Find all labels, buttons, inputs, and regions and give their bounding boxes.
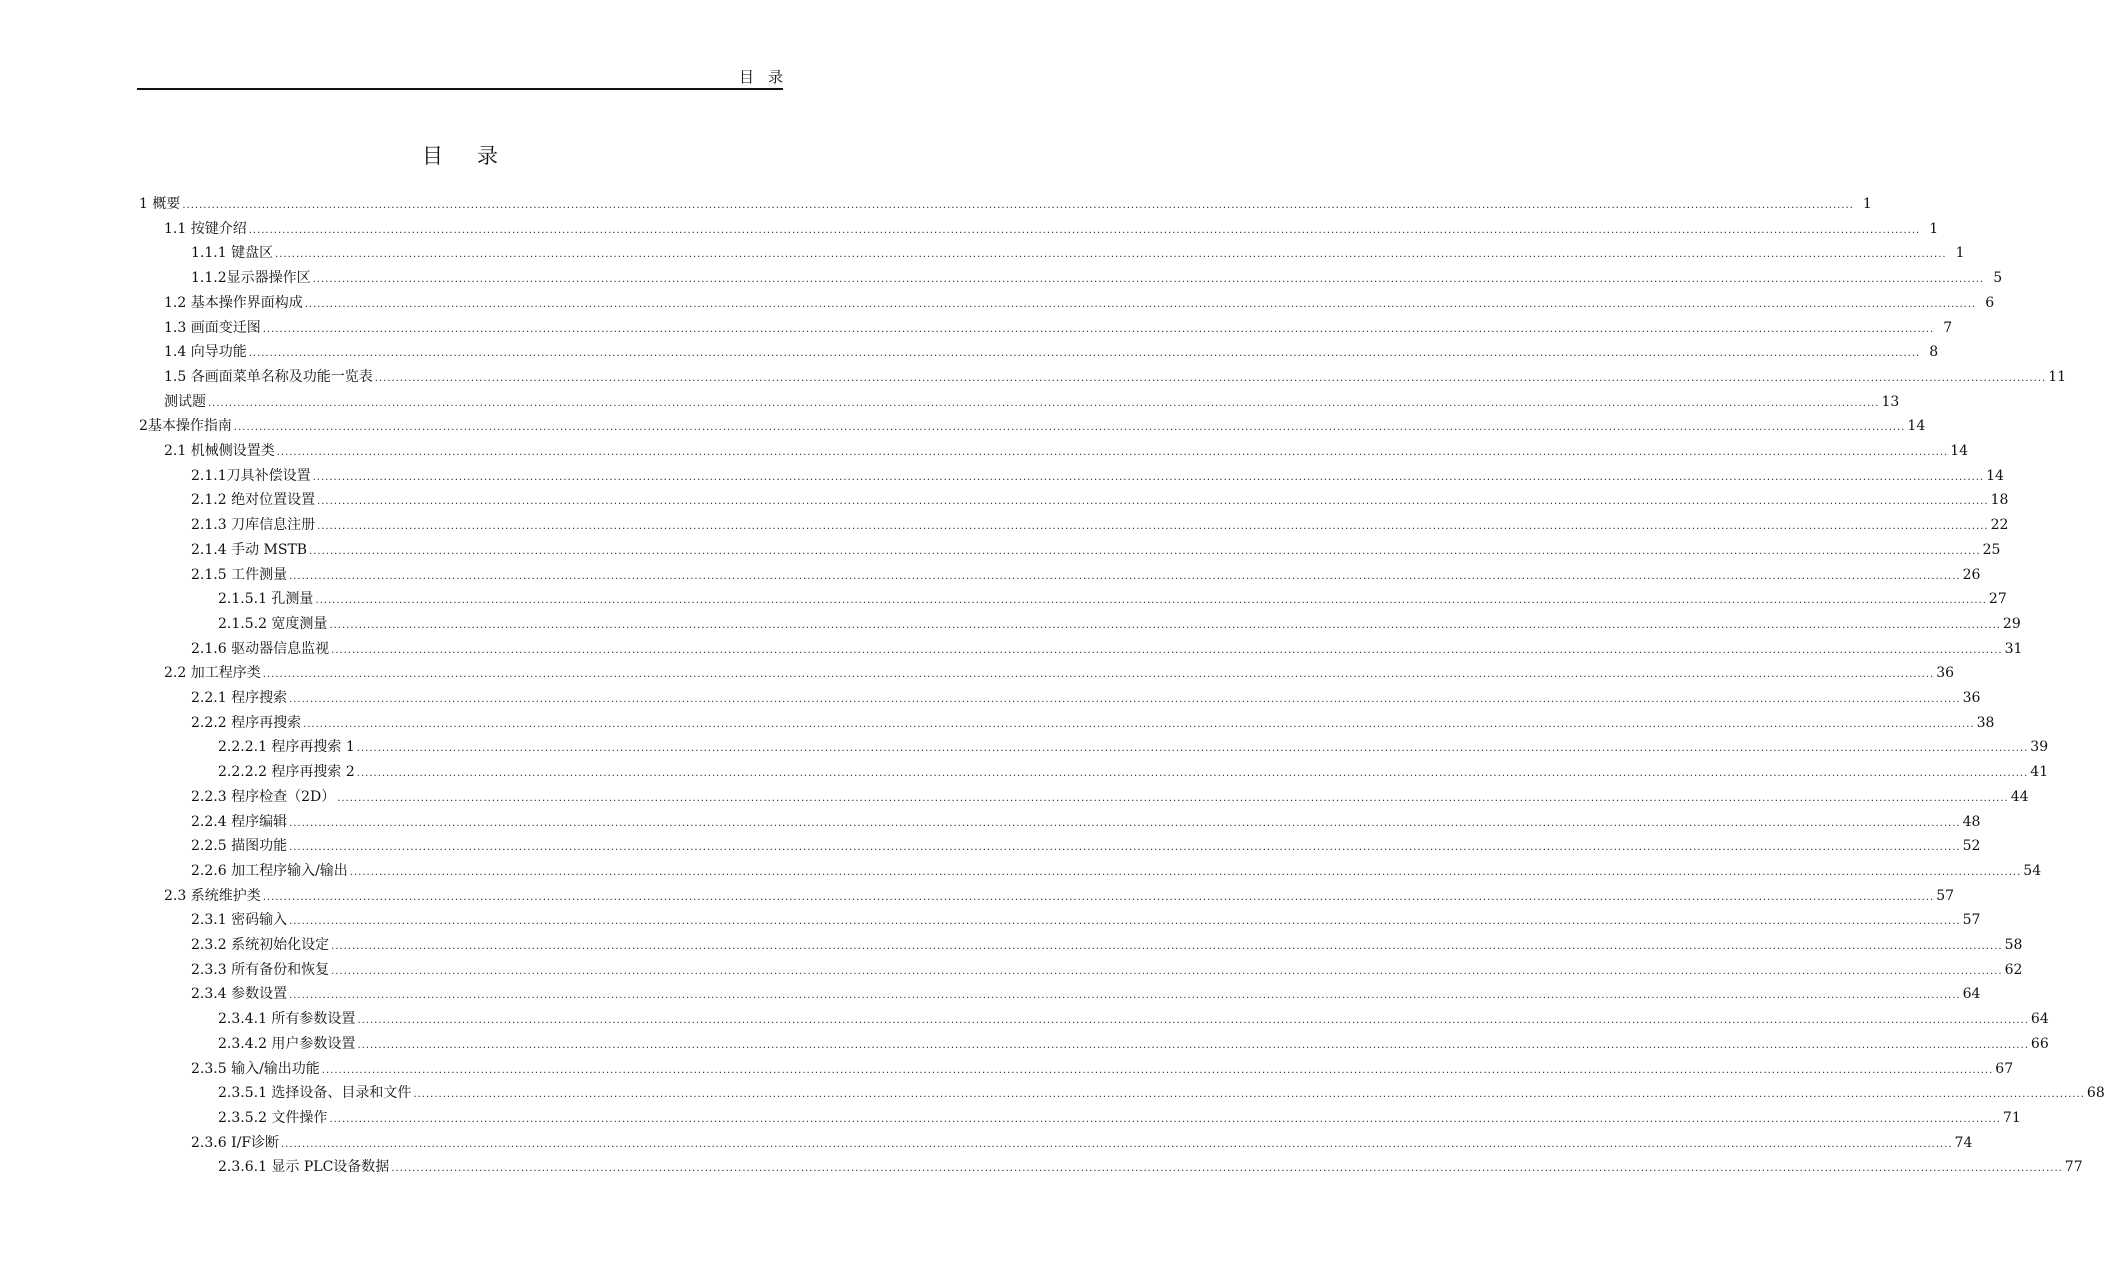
toc-entry[interactable] bbox=[164, 366, 2067, 388]
toc-entry-label: 2.2 加工程序类 bbox=[164, 665, 261, 681]
toc-entry-page-number: 1 bbox=[1955, 245, 1965, 261]
toc-leader-dots: ................................................................................................................................................................................................................................................................................................................................................................................................................ bbox=[262, 892, 1935, 903]
toc-entry-page-number: 77 bbox=[2064, 1159, 2083, 1175]
toc-entry-page-number: 22 bbox=[1990, 517, 2009, 533]
toc-entry[interactable] bbox=[218, 1082, 2105, 1104]
toc-entry-page-number: 14 bbox=[1986, 468, 2004, 484]
toc-entry-label: 1.1 按键介绍 bbox=[164, 221, 247, 237]
toc-entry-label: 测试题 bbox=[164, 394, 206, 410]
toc-entry-page-number: 66 bbox=[2030, 1036, 2049, 1052]
toc-entry-page-number: 31 bbox=[2004, 641, 2023, 657]
toc-entry-label: 2.3.2 系统初始化设定 bbox=[191, 937, 330, 953]
toc-entry-page-number: 14 bbox=[1907, 418, 1926, 434]
toc-entry-label: 2.1.5 工件测量 bbox=[191, 567, 288, 583]
toc-entry-label: 2.3.3 所有备份和恢复 bbox=[191, 962, 330, 978]
toc-leader-dots: ................................................................................................................................................................................................................................................................................................................................................................................................................ bbox=[331, 645, 2003, 656]
toc-leader-dots: ................................................................................................................................................................................................................................................................................................................................................................................................................ bbox=[275, 249, 1947, 260]
header-rule bbox=[137, 88, 783, 90]
toc-entry-page-number: 44 bbox=[2010, 789, 2029, 805]
toc-entry-page-number: 7 bbox=[1943, 320, 1953, 336]
toc-leader-dots: ................................................................................................................................................................................................................................................................................................................................................................................................................ bbox=[289, 842, 1961, 853]
toc-entry-page-number: 74 bbox=[1954, 1135, 1973, 1151]
toc-entry[interactable] bbox=[191, 860, 2042, 882]
toc-entry-label: 2.2.5 描图功能 bbox=[191, 838, 288, 854]
toc-entry[interactable] bbox=[164, 341, 1939, 363]
toc-entry[interactable] bbox=[139, 193, 1872, 215]
toc-entry-page-number: 71 bbox=[2002, 1110, 2021, 1126]
toc-entry[interactable] bbox=[164, 662, 1955, 684]
toc-entry[interactable] bbox=[191, 465, 2004, 487]
toc-entry[interactable] bbox=[218, 588, 2007, 610]
toc-entry-label: 2.1.5.2 宽度测量 bbox=[218, 616, 328, 632]
toc-leader-dots: ................................................................................................................................................................................................................................................................................................................................................................................................................ bbox=[413, 1089, 2085, 1100]
toc-leader-dots: ................................................................................................................................................................................................................................................................................................................................................................................................................ bbox=[289, 818, 1961, 829]
toc-entry-page-number: 18 bbox=[1990, 492, 2009, 508]
toc-entry[interactable] bbox=[191, 712, 1995, 734]
toc-entry-label: 2.3.4 参数设置 bbox=[191, 986, 288, 1002]
running-header bbox=[137, 66, 797, 88]
toc-leader-dots: ................................................................................................................................................................................................................................................................................................................................................................................................................ bbox=[329, 620, 2001, 631]
toc-leader-dots: ................................................................................................................................................................................................................................................................................................................................................................................................................ bbox=[289, 694, 1961, 705]
toc-entry-page-number: 6 bbox=[1985, 295, 1995, 311]
toc-leader-dots: ................................................................................................................................................................................................................................................................................................................................................................................................................ bbox=[233, 422, 1906, 433]
toc-entry-page-number: 13 bbox=[1881, 394, 1900, 410]
toc-entry[interactable] bbox=[139, 415, 1926, 437]
toc-leader-dots: ................................................................................................................................................................................................................................................................................................................................................................................................................ bbox=[321, 1065, 1994, 1076]
toc-entry[interactable] bbox=[191, 638, 2023, 660]
toc-entry-page-number: 26 bbox=[1962, 567, 1981, 583]
toc-leader-dots: ................................................................................................................................................................................................................................................................................................................................................................................................................ bbox=[317, 496, 1989, 507]
toc-leader-dots: ................................................................................................................................................................................................................................................................................................................................................................................................................ bbox=[303, 719, 1975, 730]
toc-entry[interactable] bbox=[218, 736, 2049, 758]
toc-leader-dots: ................................................................................................................................................................................................................................................................................................................................................................................................................ bbox=[289, 990, 1961, 1001]
toc-entry-page-number: 25 bbox=[1982, 542, 2001, 558]
toc-entry-label: 2.2.6 加工程序输入/输出 bbox=[191, 863, 348, 879]
toc-entry[interactable] bbox=[164, 885, 1955, 907]
toc-entry-label: 2.2.4 程序编辑 bbox=[191, 814, 288, 830]
toc-leader-dots: ................................................................................................................................................................................................................................................................................................................................................................................................................ bbox=[312, 472, 1985, 483]
toc-entry-page-number: 57 bbox=[1936, 888, 1955, 904]
toc-leader-dots: ................................................................................................................................................................................................................................................................................................................................................................................................................ bbox=[317, 521, 1989, 532]
toc-entry-label: 2.2.1 程序搜索 bbox=[191, 690, 288, 706]
toc-entry-label: 2.1.1刀具补偿设置 bbox=[191, 468, 311, 484]
toc-leader-dots: ................................................................................................................................................................................................................................................................................................................................................................................................................ bbox=[349, 867, 2022, 878]
toc-leader-dots: ................................................................................................................................................................................................................................................................................................................................................................................................................ bbox=[337, 793, 2009, 804]
toc-entry-page-number: 11 bbox=[2048, 369, 2067, 385]
toc-entry-label: 2.1 机械侧设置类 bbox=[164, 443, 275, 459]
toc-entry-label: 2.1.4 手动 MSTB bbox=[191, 542, 308, 558]
toc-entry-page-number: 8 bbox=[1929, 344, 1939, 360]
toc-entry-page-number: 48 bbox=[1962, 814, 1981, 830]
toc-leader-dots: ................................................................................................................................................................................................................................................................................................................................................................................................................ bbox=[329, 1114, 2001, 1125]
toc-entry[interactable] bbox=[191, 1132, 1973, 1154]
toc-entry[interactable] bbox=[191, 983, 1981, 1005]
toc-entry-page-number: 39 bbox=[2030, 739, 2049, 755]
toc-entry-page-number: 41 bbox=[2030, 764, 2049, 780]
toc-entry-label: 2.1.5.1 孔测量 bbox=[218, 591, 314, 607]
toc-leader-dots: ................................................................................................................................................................................................................................................................................................................................................................................................................ bbox=[374, 373, 2047, 384]
toc-entry-page-number: 58 bbox=[2004, 937, 2023, 953]
toc-leader-dots: ................................................................................................................................................................................................................................................................................................................................................................................................................ bbox=[315, 595, 1987, 606]
toc-entry-page-number: 62 bbox=[2004, 962, 2023, 978]
toc-entry-label: 1.3 画面变迁图 bbox=[164, 320, 261, 336]
toc-leader-dots: ................................................................................................................................................................................................................................................................................................................................................................................................................ bbox=[357, 1040, 2029, 1051]
toc-entry-label: 2.3.1 密码输入 bbox=[191, 912, 288, 928]
toc-entry-label: 1.1.2显示器操作区 bbox=[191, 270, 311, 286]
toc-leader-dots: ................................................................................................................................................................................................................................................................................................................................................................................................................ bbox=[262, 324, 1935, 335]
toc-entry-page-number: 64 bbox=[1962, 986, 1981, 1002]
toc-entry[interactable] bbox=[191, 687, 1981, 709]
running-header-title: 目录 bbox=[738, 68, 797, 86]
toc-leader-dots: ................................................................................................................................................................................................................................................................................................................................................................................................................ bbox=[262, 669, 1935, 680]
toc-entry-label: 2基本操作指南 bbox=[139, 418, 232, 434]
toc-entry[interactable] bbox=[191, 1058, 2014, 1080]
toc-entry[interactable] bbox=[164, 218, 1939, 240]
toc-entry-page-number: 54 bbox=[2023, 863, 2042, 879]
toc-entry-page-number: 1 bbox=[1929, 221, 1939, 237]
toc-leader-dots: ................................................................................................................................................................................................................................................................................................................................................................................................................ bbox=[281, 1139, 1953, 1150]
toc-entry-label: 2.1.6 驱动器信息监视 bbox=[191, 641, 330, 657]
toc-entry[interactable] bbox=[164, 440, 1969, 462]
toc-entry[interactable] bbox=[164, 391, 1900, 413]
toc-entry-label: 2.3.5 输入/输出功能 bbox=[191, 1061, 320, 1077]
toc-leader-dots: ................................................................................................................................................................................................................................................................................................................................................................................................................ bbox=[356, 768, 2029, 779]
toc-entry[interactable] bbox=[191, 564, 1981, 586]
toc-entry[interactable] bbox=[191, 786, 2029, 808]
toc-entry-label: 2.2.3 程序检查（2D） bbox=[191, 789, 336, 805]
toc-entry[interactable] bbox=[218, 1033, 2049, 1055]
toc-entry-page-number: 14 bbox=[1950, 443, 1969, 459]
toc-entry[interactable] bbox=[164, 292, 1995, 314]
toc-leader-dots: ................................................................................................................................................................................................................................................................................................................................................................................................................ bbox=[309, 546, 1981, 557]
toc-entry[interactable] bbox=[191, 514, 2009, 536]
toc-entry-label: 2.3 系统维护类 bbox=[164, 888, 261, 904]
toc-entry-label: 2.2.2 程序再搜索 bbox=[191, 715, 302, 731]
toc-leader-dots: ................................................................................................................................................................................................................................................................................................................................................................................................................ bbox=[312, 274, 1985, 285]
toc-entry-page-number: 36 bbox=[1936, 665, 1955, 681]
toc-entry[interactable] bbox=[191, 539, 2001, 561]
toc-leader-dots: ................................................................................................................................................................................................................................................................................................................................................................................................................ bbox=[356, 743, 2029, 754]
toc-entry-page-number: 29 bbox=[2002, 616, 2021, 632]
toc-entry[interactable] bbox=[164, 317, 1953, 339]
toc-entry-page-number: 64 bbox=[2030, 1011, 2049, 1027]
toc-leader-dots: ................................................................................................................................................................................................................................................................................................................................................................................................................ bbox=[182, 200, 1854, 211]
toc-entry-label: 2.3.4.2 用户参数设置 bbox=[218, 1036, 356, 1052]
toc-entry-label: 1.4 向导功能 bbox=[164, 344, 247, 360]
toc-entry-label: 2.3.5.1 选择设备、目录和文件 bbox=[218, 1085, 412, 1101]
toc-entry-label: 2.3.6.1 显示 PLC设备数据 bbox=[218, 1159, 390, 1175]
toc-entry[interactable] bbox=[191, 934, 2023, 956]
toc-entry[interactable] bbox=[218, 1008, 2049, 1030]
toc-entry-label: 2.1.2 绝对位置设置 bbox=[191, 492, 316, 508]
toc-entry-label: 2.2.2.1 程序再搜索 1 bbox=[218, 739, 355, 755]
toc-entry[interactable] bbox=[191, 835, 1981, 857]
toc-entry-page-number: 38 bbox=[1976, 715, 1995, 731]
toc-entry-label: 2.3.6 I/F诊断 bbox=[191, 1135, 280, 1151]
toc-leader-dots: ................................................................................................................................................................................................................................................................................................................................................................................................................ bbox=[289, 571, 1961, 582]
toc-leader-dots: ................................................................................................................................................................................................................................................................................................................................................................................................................ bbox=[289, 916, 1961, 927]
toc-entry[interactable] bbox=[191, 959, 2023, 981]
toc-entry[interactable] bbox=[218, 761, 2049, 783]
toc-entry-label: 1.5 各画面菜单名称及功能一览表 bbox=[164, 369, 373, 385]
toc-entry-label: 2.2.2.2 程序再搜索 2 bbox=[218, 764, 355, 780]
toc-entry-page-number: 67 bbox=[1995, 1061, 2014, 1077]
toc-leader-dots: ................................................................................................................................................................................................................................................................................................................................................................................................................ bbox=[391, 1163, 2063, 1174]
toc-entry-label: 2.3.5.2 文件操作 bbox=[218, 1110, 328, 1126]
toc-leader-dots: ................................................................................................................................................................................................................................................................................................................................................................................................................ bbox=[208, 398, 1880, 409]
toc-entry-label: 2.3.4.1 所有参数设置 bbox=[218, 1011, 356, 1027]
toc-leader-dots: ................................................................................................................................................................................................................................................................................................................................................................................................................ bbox=[276, 447, 1949, 458]
toc-leader-dots: ................................................................................................................................................................................................................................................................................................................................................................................................................ bbox=[331, 966, 2003, 977]
toc-leader-dots: ................................................................................................................................................................................................................................................................................................................................................................................................................ bbox=[331, 941, 2003, 952]
toc-entry-page-number: 52 bbox=[1962, 838, 1981, 854]
toc-entry-page-number: 68 bbox=[2086, 1085, 2105, 1101]
toc-entry[interactable] bbox=[191, 242, 1965, 264]
toc-entry[interactable] bbox=[191, 909, 1981, 931]
toc-entry-page-number: 1 bbox=[1862, 196, 1872, 212]
toc-entry[interactable] bbox=[191, 489, 2009, 511]
toc-entry[interactable] bbox=[191, 267, 2003, 289]
toc-entry-label: 1.2 基本操作界面构成 bbox=[164, 295, 303, 311]
toc-entry-label: 2.1.3 刀库信息注册 bbox=[191, 517, 316, 533]
toc-entry-label: 1 概要 bbox=[139, 196, 181, 212]
toc-leader-dots: ................................................................................................................................................................................................................................................................................................................................................................................................................ bbox=[357, 1015, 2029, 1026]
toc-entry[interactable] bbox=[218, 1156, 2083, 1178]
toc-entry-page-number: 57 bbox=[1962, 912, 1981, 928]
toc-leader-dots: ................................................................................................................................................................................................................................................................................................................................................................................................................ bbox=[248, 348, 1921, 359]
toc-entry[interactable] bbox=[191, 811, 1981, 833]
toc-leader-dots: ................................................................................................................................................................................................................................................................................................................................................................................................................ bbox=[248, 225, 1921, 236]
page-title: 目录 bbox=[422, 144, 532, 168]
toc-entry-label: 1.1.1 键盘区 bbox=[191, 245, 274, 261]
toc-entry[interactable] bbox=[218, 1107, 2021, 1129]
toc-entry-page-number: 5 bbox=[1993, 270, 2003, 286]
toc-leader-dots: ................................................................................................................................................................................................................................................................................................................................................................................................................ bbox=[304, 299, 1977, 310]
toc-entry-page-number: 36 bbox=[1962, 690, 1981, 706]
toc-entry-page-number: 27 bbox=[1988, 591, 2007, 607]
toc-entry[interactable] bbox=[218, 613, 2021, 635]
